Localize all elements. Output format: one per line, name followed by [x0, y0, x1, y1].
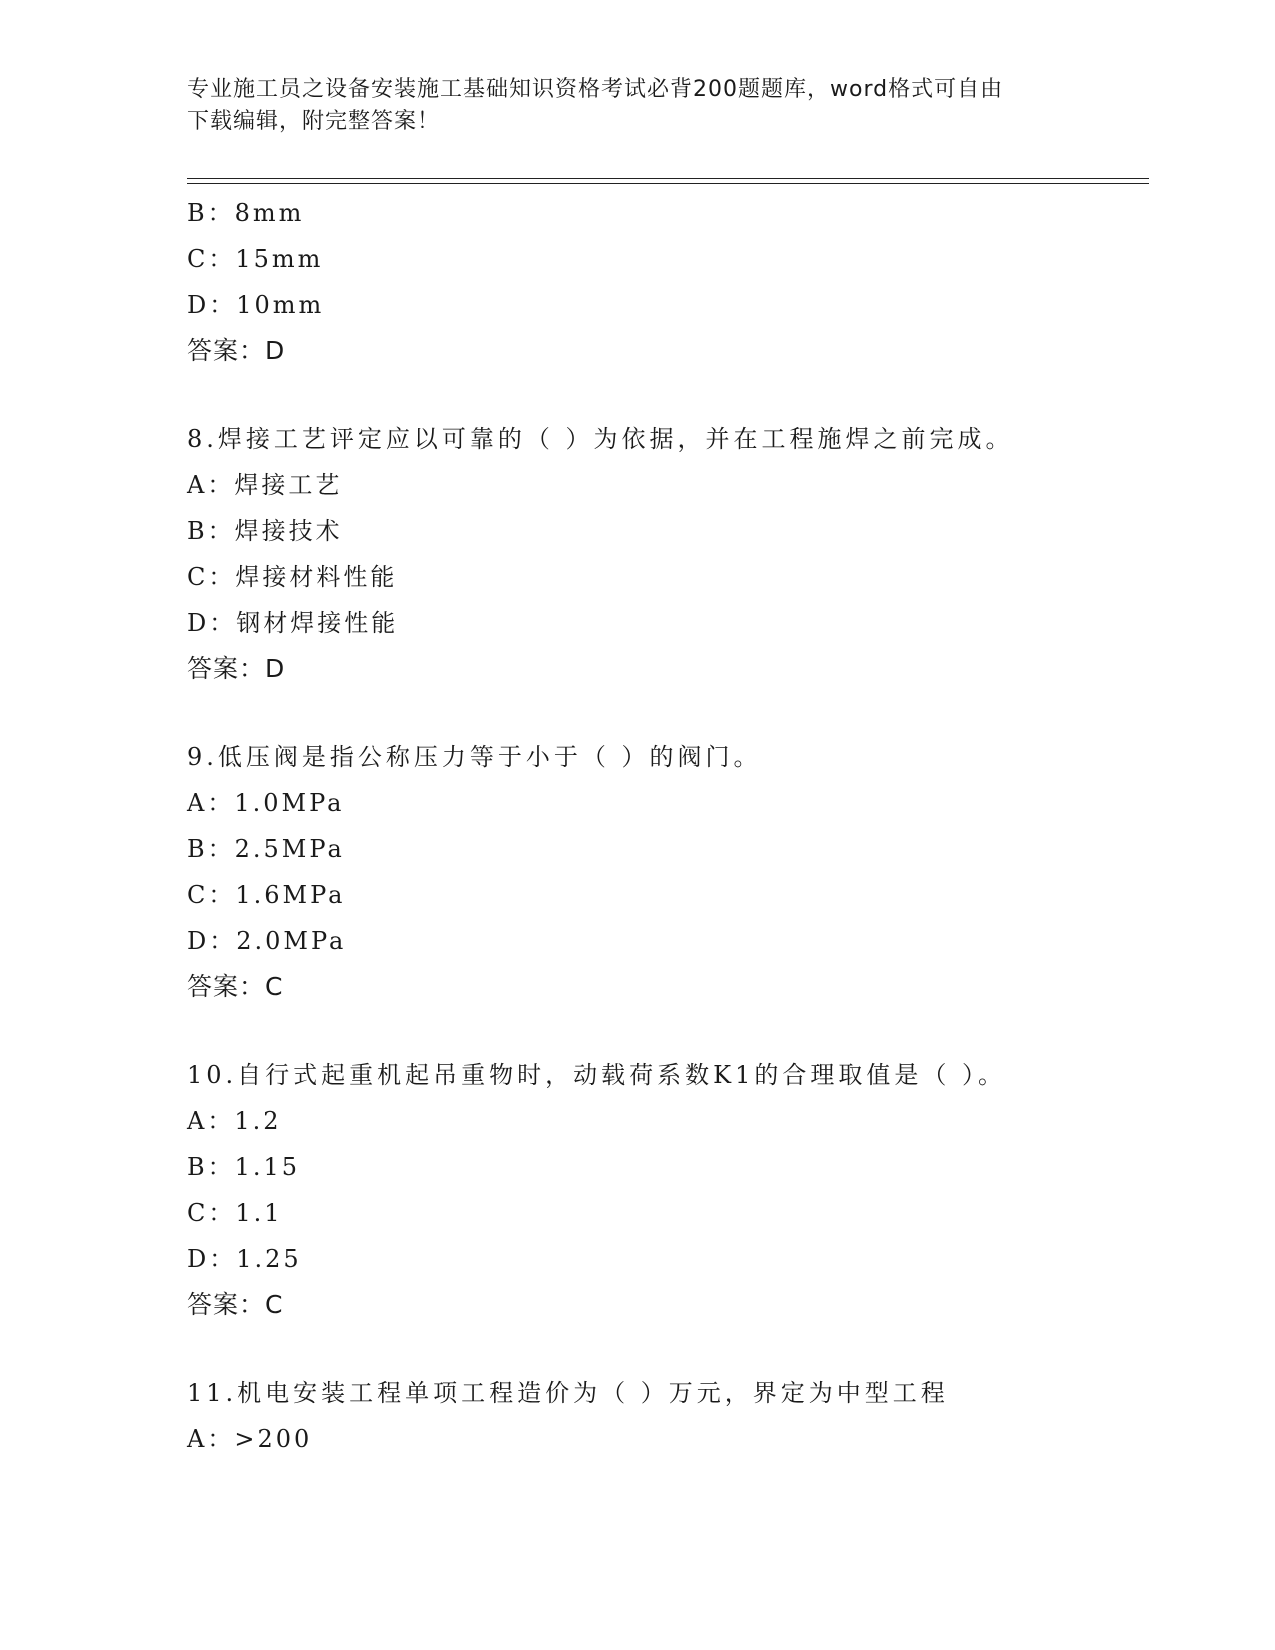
option-a: A：焊接工艺	[187, 471, 343, 499]
question-7-continued	[187, 190, 1149, 374]
question-10	[187, 1052, 1149, 1328]
option-c: C：1.6MPa	[187, 881, 346, 909]
option-d: D：钢材焊接性能	[187, 609, 399, 637]
option-a: A：1.0MPa	[187, 789, 345, 817]
document-header	[187, 74, 1087, 138]
question-9	[187, 734, 1149, 1010]
question-list	[187, 190, 1149, 1462]
option-b: B：2.5MPa	[187, 835, 345, 863]
answer: 答案：C	[187, 1290, 284, 1319]
option-b: B：8mm	[187, 199, 305, 227]
option-b: B：焊接技术	[187, 517, 343, 545]
question-11	[187, 1370, 1149, 1462]
option-d: D：10mm	[187, 291, 325, 319]
option-d: D：2.0MPa	[187, 927, 347, 955]
question-title: 11.机电安装工程单项工程造价为（ ）万元，界定为中型工程	[187, 1379, 949, 1407]
answer: 答案：D	[187, 336, 286, 365]
answer: 答案：D	[187, 654, 286, 683]
header-line-1: 专业施工员之设备安装施工基础知识资格考试必背200题题库，word格式可自由	[187, 77, 1004, 102]
option-b: B：1.15	[187, 1153, 301, 1181]
question-8	[187, 416, 1149, 692]
option-c: C：焊接材料性能	[187, 563, 398, 591]
question-title: 8.焊接工艺评定应以可靠的（ ）为依据，并在工程施焊之前完成。	[187, 425, 1014, 453]
question-title: 10.自行式起重机起吊重物时，动载荷系数K1的合理取值是（ ）。	[187, 1061, 1006, 1089]
answer: 答案：C	[187, 972, 284, 1001]
header-rule-top	[187, 178, 1149, 179]
option-a: A：>200	[187, 1425, 313, 1453]
option-d: D：1.25	[187, 1245, 302, 1273]
option-a: A：1.2	[187, 1107, 282, 1135]
option-c: C：1.1	[187, 1199, 283, 1227]
header-line-2: 下载编辑，附完整答案！	[187, 109, 441, 134]
question-title: 9.低压阀是指公称压力等于小于（ ）的阀门。	[187, 743, 762, 771]
header-rule-bottom	[187, 183, 1149, 184]
option-c: C：15mm	[187, 245, 324, 273]
